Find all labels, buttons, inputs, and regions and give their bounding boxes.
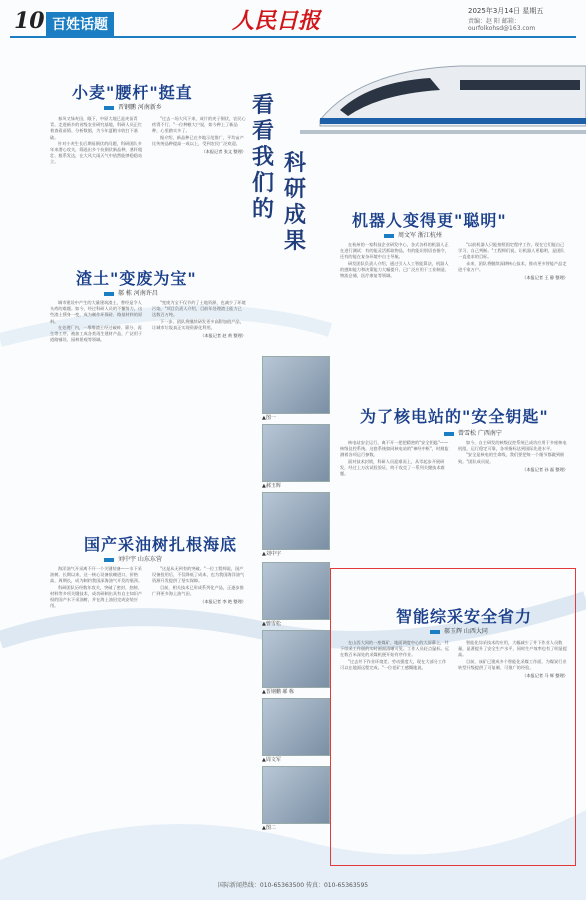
article-byline: 郝 栋 河南许昌 (104, 288, 158, 297)
paragraph: 在杭州的一家科技企业研发中心，各式各样的机器人正在进行测试：有的能灵活抓取物品，有的能识别语音指令，还有的能在复杂环境中自主导航。 (340, 242, 449, 260)
photo-caption: ▲图一 (262, 415, 276, 421)
article-body (50, 116, 246, 248)
article-title: 机器人变得更"聪明" (352, 211, 507, 230)
article-body (340, 242, 568, 362)
article-body (340, 640, 568, 856)
editor-line: 责编：赵 阳 邮箱：ourfolkohsd@163.com (468, 18, 536, 32)
photo-caption: ▲周文军 (262, 757, 281, 763)
article-title: 为了核电站的"安全钥匙" (360, 407, 549, 426)
feature-title-left: 看看我们的 (252, 92, 275, 222)
photo (262, 492, 330, 550)
article-title: 渣土"变废为宝" (76, 269, 197, 288)
article-byline: 刘中宇 山东东营 (104, 554, 162, 563)
issue-date: 2025年3月14日 星期五 (468, 7, 544, 15)
article-title: 小麦"腰杆"挺直 (72, 83, 193, 102)
photo-caption: ▲晋钢鹏 郝 栋 (262, 689, 295, 695)
article-note: （本报记者 张文 整理） (201, 149, 246, 155)
paragraph: 在处理厂内，一堆堆渣土经过破碎、筛分、再生等工序，被加工成各类再生建材产品，广泛用于道路铺设、园林景观等领域。 (50, 324, 143, 343)
paragraph: 面对技术封锁，科研人员迎难而上，从零起步开展研发，经过上万次试验验证，终于攻克了一系列关键技术难题。 (340, 458, 445, 477)
paragraph: 在山西大同的一座煤矿，地面调度中心的大屏幕上，井下综采工作面的实时画面清晰可见。工作人员轻点鼠标，远在数百米深处的采煤机便开始有序作业。 (340, 640, 449, 658)
page-number: 10 (14, 8, 45, 34)
photo (262, 424, 330, 482)
paragraph: 针对小麦生长后期易倒伏的问题，科研团队多年来潜心攻关，筛选出多个抗倒伏新品种，茎秆粗壮、根系发达，在大风大雨天气中依然能够稳稳站立。 (50, 140, 143, 165)
paragraph: 城市建设中产生的大量建筑渣土，曾经是令人头疼的难题。如今，经过科研人员的不懈努力，这些渣土摇身一变，成为制作环保砖、路基材料的原料。 (50, 300, 143, 324)
article-body (50, 300, 246, 520)
article-note: （本报记者 王 静 整理） (522, 275, 568, 281)
article-title: 智能综采安全省力 (396, 607, 533, 626)
paragraph: 目前，相关技术已形成系列化产品，正逐步推广到更多海上油气田。 (152, 584, 244, 596)
photo-caption: ▲刘中宇 (262, 551, 281, 557)
article-byline: 郝玉辉 山西大同 (430, 626, 488, 635)
paragraph: 智能化综采技术的应用，大幅减少了井下作业人员数量，显著提升了安全生产水平，同时生产效率也有了明显提高。 (458, 640, 567, 658)
photo (262, 562, 330, 620)
article-title: 国产采油树扎根海底 (84, 535, 238, 554)
paragraph: "过去一场大风下来，成片的麦子倒伏，农民心疼得不行。"一位种粮大户说，如今种上了新品种，心里踏实多了。 (152, 116, 246, 134)
article-note: （本报记者 孙 磊 整理） (522, 466, 568, 472)
paragraph: 如今，自主研发的核级仪控系统已成功应用于多座核电机组，运行稳定可靠，各项指标达到国际先进水平。 (458, 440, 567, 452)
paragraph: 研发团队负责人介绍，通过引入人工智能算法，机器人的感知能力和决策能力大幅提升，已广泛应用于工业制造、物流仓储、医疗康复等领域。 (340, 260, 449, 279)
article-body (50, 566, 246, 836)
photo-caption: ▲曾雪松 (262, 621, 281, 627)
paragraph: "过去井下作业环境差、劳动强度大，现在大部分工作可以在地面远程完成。"一位老矿工感慨地说。 (340, 658, 447, 670)
article-byline: 晋钢鹏 河南新乡 (104, 102, 162, 111)
page-footer: 国际新闻热线：010-65363500 传真：010-65363595 (217, 882, 369, 889)
masthead-logo: 人民日报 (232, 8, 321, 34)
section-label: 百姓话题 (46, 12, 114, 36)
paragraph: "这是从无到有的突破。"一位工程师说，国产设备投用后，不仅降低了成本，也为我国海洋油气资源开发提供了坚实保障。 (152, 566, 245, 584)
photo (262, 630, 330, 688)
paragraph: "以前机器人只能按照固定程序工作，现在它们能自己学习、自己判断。"工程师们说，让机器人更聪明，是团队一直追求的目标。 (458, 242, 565, 260)
photo (262, 766, 330, 824)
article-note: （本报记者 赵 黄 整理） (200, 333, 246, 339)
photo (262, 356, 330, 414)
paragraph: "安全是核电的生命线，我们要把每一个细节都做到极致。"团队成员说。 (458, 452, 565, 464)
paragraph: 下一步，团队将继续研发更多高附加值产品，让城市垃圾真正实现资源化利用。 (152, 318, 244, 330)
paragraph: 目前，该矿已建成多个智能化采煤工作面，为煤炭行业转型升级提供了可复制、可推广的经验。 (458, 658, 567, 670)
paragraph: "变废为宝不仅节约了土地资源，也减少了环境污染。"项目负责人介绍，目前年处理渣土能力已达数百万吨。 (152, 300, 246, 318)
high-speed-train-illustration (300, 30, 586, 150)
photo-caption: ▲郝玉辉 (262, 483, 281, 489)
article-note: （本报记者 马 辉 整理） (522, 673, 568, 679)
article-byline: 曾雪松 广西南宁 (444, 428, 502, 437)
paragraph: 核电站安全运行，离不开一把把精密的"安全钥匙"——核级仪控系统。这套系统如同核电站的"神经中枢"，时刻监测着各项运行参数。 (340, 440, 449, 458)
article-note: （本报记者 李 艳 整理） (200, 599, 246, 605)
article-body (340, 440, 568, 560)
photo (262, 698, 330, 756)
paragraph: 科研团队历经数年攻关，突破了密封、控制、材料等多项关键技术，成功研制出具有自主知识产权的国产水下采油树，并在海上油田完成安装应用。 (50, 584, 143, 609)
paragraph: 据介绍，新品种已在多地示范推广，平均亩产比传统品种提高一成以上，受到农民广泛欢迎。 (152, 134, 244, 146)
photo-caption: ▲图二 (262, 825, 276, 831)
feature-title-right: 科研成果 (284, 150, 307, 254)
paragraph: 未来，团队将继续深耕核心技术，推动更多智能产品走进千家万户。 (458, 260, 567, 272)
article-byline: 周文军 浙江杭州 (384, 230, 442, 239)
paragraph: 春风又绿麦田，眼下，中原大地已是麦苗青青。走进新乡的省级农业研究基地，科研人员正忙着查看苗情、分析数据，为今年夏粮丰收打下基础。 (50, 116, 143, 140)
paragraph: 海洋油气开采离不开一个关键装备——水下采油树。长期以来，这一核心设备依赖进口，价格高、周期长，成为制约我国深海油气开发的瓶颈。 (50, 566, 143, 584)
